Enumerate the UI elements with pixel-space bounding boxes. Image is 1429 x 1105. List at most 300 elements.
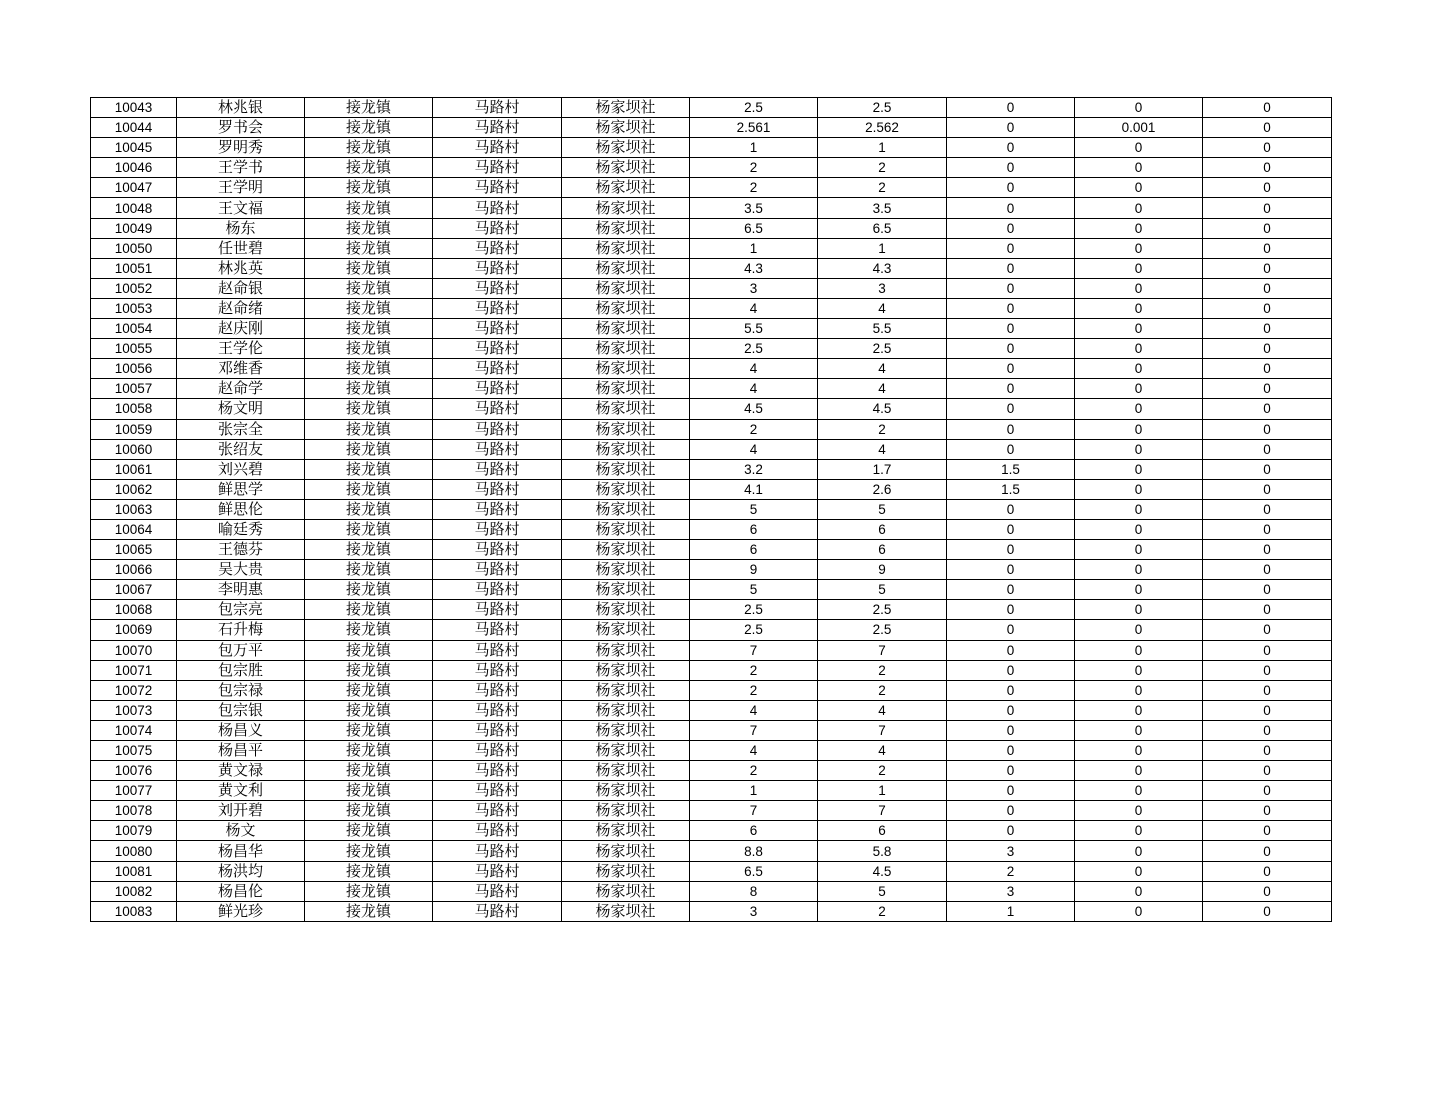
name-cell: 任世碧 xyxy=(177,238,305,258)
value-c-cell: 0 xyxy=(947,379,1075,399)
value-c-cell: 0 xyxy=(947,319,1075,339)
value-d-cell: 0 xyxy=(1075,499,1203,519)
town-cell: 接龙镇 xyxy=(305,459,433,479)
value-e-cell: 0 xyxy=(1203,861,1332,881)
village-cell: 马路村 xyxy=(433,660,562,680)
table-row xyxy=(91,158,1332,178)
town-cell: 接龙镇 xyxy=(305,218,433,238)
name-cell: 赵命银 xyxy=(177,278,305,298)
value-d-cell: 0 xyxy=(1075,258,1203,278)
village-cell: 马路村 xyxy=(433,258,562,278)
value-b-cell: 6.5 xyxy=(818,218,947,238)
id-cell: 10046 xyxy=(91,158,177,178)
town-cell: 接龙镇 xyxy=(305,198,433,218)
table-row xyxy=(91,479,1332,499)
id-cell: 10059 xyxy=(91,419,177,439)
value-d-cell: 0 xyxy=(1075,298,1203,318)
name-cell: 王学明 xyxy=(177,178,305,198)
value-c-cell: 0 xyxy=(947,700,1075,720)
group-cell: 杨家坝社 xyxy=(562,258,690,278)
town-cell: 接龙镇 xyxy=(305,278,433,298)
table-row xyxy=(91,560,1332,580)
table-row xyxy=(91,319,1332,339)
value-c-cell: 0 xyxy=(947,560,1075,580)
village-cell: 马路村 xyxy=(433,439,562,459)
value-a-cell: 2 xyxy=(690,419,818,439)
value-e-cell: 0 xyxy=(1203,399,1332,419)
village-cell: 马路村 xyxy=(433,540,562,560)
group-cell: 杨家坝社 xyxy=(562,379,690,399)
value-b-cell: 3.5 xyxy=(818,198,947,218)
value-a-cell: 1 xyxy=(690,238,818,258)
town-cell: 接龙镇 xyxy=(305,479,433,499)
data-table xyxy=(90,97,1332,922)
group-cell: 杨家坝社 xyxy=(562,881,690,901)
value-e-cell: 0 xyxy=(1203,680,1332,700)
group-cell: 杨家坝社 xyxy=(562,278,690,298)
village-cell: 马路村 xyxy=(433,218,562,238)
value-c-cell: 0 xyxy=(947,158,1075,178)
value-d-cell: 0 xyxy=(1075,379,1203,399)
value-d-cell: 0 xyxy=(1075,741,1203,761)
name-cell: 杨昌华 xyxy=(177,841,305,861)
value-b-cell: 4 xyxy=(818,298,947,318)
value-a-cell: 2.5 xyxy=(690,620,818,640)
town-cell: 接龙镇 xyxy=(305,359,433,379)
value-a-cell: 2.5 xyxy=(690,98,818,118)
table-row xyxy=(91,801,1332,821)
village-cell: 马路村 xyxy=(433,319,562,339)
value-d-cell: 0 xyxy=(1075,821,1203,841)
town-cell: 接龙镇 xyxy=(305,720,433,740)
name-cell: 林兆英 xyxy=(177,258,305,278)
name-cell: 赵庆刚 xyxy=(177,319,305,339)
table-row xyxy=(91,218,1332,238)
value-a-cell: 6 xyxy=(690,821,818,841)
value-d-cell: 0 xyxy=(1075,178,1203,198)
value-b-cell: 6 xyxy=(818,821,947,841)
table-row xyxy=(91,379,1332,399)
value-a-cell: 3.5 xyxy=(690,198,818,218)
id-cell: 10077 xyxy=(91,781,177,801)
table-row xyxy=(91,841,1332,861)
table-row xyxy=(91,258,1332,278)
value-d-cell: 0 xyxy=(1075,560,1203,580)
village-cell: 马路村 xyxy=(433,821,562,841)
value-a-cell: 5.5 xyxy=(690,319,818,339)
village-cell: 马路村 xyxy=(433,198,562,218)
group-cell: 杨家坝社 xyxy=(562,479,690,499)
value-a-cell: 4.3 xyxy=(690,258,818,278)
id-cell: 10066 xyxy=(91,560,177,580)
value-d-cell: 0 xyxy=(1075,680,1203,700)
group-cell: 杨家坝社 xyxy=(562,761,690,781)
value-d-cell: 0 xyxy=(1075,339,1203,359)
town-cell: 接龙镇 xyxy=(305,600,433,620)
name-cell: 罗明秀 xyxy=(177,138,305,158)
name-cell: 王学书 xyxy=(177,158,305,178)
value-a-cell: 8.8 xyxy=(690,841,818,861)
table-row xyxy=(91,439,1332,459)
value-b-cell: 2 xyxy=(818,419,947,439)
table-row xyxy=(91,700,1332,720)
table-row xyxy=(91,359,1332,379)
town-cell: 接龙镇 xyxy=(305,379,433,399)
value-c-cell: 0 xyxy=(947,359,1075,379)
value-e-cell: 0 xyxy=(1203,499,1332,519)
value-b-cell: 2 xyxy=(818,178,947,198)
id-cell: 10054 xyxy=(91,319,177,339)
town-cell: 接龙镇 xyxy=(305,781,433,801)
name-cell: 鲜光珍 xyxy=(177,901,305,921)
id-cell: 10049 xyxy=(91,218,177,238)
value-b-cell: 1 xyxy=(818,238,947,258)
town-cell: 接龙镇 xyxy=(305,519,433,539)
value-d-cell: 0.001 xyxy=(1075,118,1203,138)
group-cell: 杨家坝社 xyxy=(562,399,690,419)
value-b-cell: 7 xyxy=(818,720,947,740)
village-cell: 马路村 xyxy=(433,499,562,519)
value-a-cell: 1 xyxy=(690,781,818,801)
village-cell: 马路村 xyxy=(433,278,562,298)
town-cell: 接龙镇 xyxy=(305,419,433,439)
group-cell: 杨家坝社 xyxy=(562,98,690,118)
group-cell: 杨家坝社 xyxy=(562,801,690,821)
village-cell: 马路村 xyxy=(433,238,562,258)
value-a-cell: 7 xyxy=(690,640,818,660)
value-d-cell: 0 xyxy=(1075,399,1203,419)
value-d-cell: 0 xyxy=(1075,600,1203,620)
village-cell: 马路村 xyxy=(433,178,562,198)
value-a-cell: 2 xyxy=(690,680,818,700)
town-cell: 接龙镇 xyxy=(305,741,433,761)
id-cell: 10047 xyxy=(91,178,177,198)
name-cell: 包宗银 xyxy=(177,700,305,720)
value-a-cell: 3.2 xyxy=(690,459,818,479)
village-cell: 马路村 xyxy=(433,298,562,318)
id-cell: 10079 xyxy=(91,821,177,841)
value-e-cell: 0 xyxy=(1203,238,1332,258)
name-cell: 黄文禄 xyxy=(177,761,305,781)
value-a-cell: 2.561 xyxy=(690,118,818,138)
value-b-cell: 2.6 xyxy=(818,479,947,499)
value-d-cell: 0 xyxy=(1075,218,1203,238)
table-row xyxy=(91,98,1332,118)
value-d-cell: 0 xyxy=(1075,278,1203,298)
name-cell: 鲜思伦 xyxy=(177,499,305,519)
value-c-cell: 3 xyxy=(947,881,1075,901)
village-cell: 马路村 xyxy=(433,580,562,600)
id-cell: 10068 xyxy=(91,600,177,620)
value-d-cell: 0 xyxy=(1075,660,1203,680)
id-cell: 10063 xyxy=(91,499,177,519)
id-cell: 10052 xyxy=(91,278,177,298)
value-e-cell: 0 xyxy=(1203,660,1332,680)
value-b-cell: 2.5 xyxy=(818,600,947,620)
id-cell: 10050 xyxy=(91,238,177,258)
village-cell: 马路村 xyxy=(433,600,562,620)
village-cell: 马路村 xyxy=(433,459,562,479)
name-cell: 包万平 xyxy=(177,640,305,660)
value-d-cell: 0 xyxy=(1075,540,1203,560)
village-cell: 马路村 xyxy=(433,720,562,740)
group-cell: 杨家坝社 xyxy=(562,198,690,218)
id-cell: 10076 xyxy=(91,761,177,781)
value-e-cell: 0 xyxy=(1203,700,1332,720)
id-cell: 10060 xyxy=(91,439,177,459)
name-cell: 赵命学 xyxy=(177,379,305,399)
group-cell: 杨家坝社 xyxy=(562,841,690,861)
table-row xyxy=(91,540,1332,560)
village-cell: 马路村 xyxy=(433,841,562,861)
value-d-cell: 0 xyxy=(1075,620,1203,640)
id-cell: 10075 xyxy=(91,741,177,761)
value-b-cell: 3 xyxy=(818,278,947,298)
value-a-cell: 4 xyxy=(690,298,818,318)
town-cell: 接龙镇 xyxy=(305,439,433,459)
value-d-cell: 0 xyxy=(1075,198,1203,218)
value-e-cell: 0 xyxy=(1203,459,1332,479)
name-cell: 鲜思学 xyxy=(177,479,305,499)
value-c-cell: 0 xyxy=(947,761,1075,781)
table-body xyxy=(91,98,1332,922)
town-cell: 接龙镇 xyxy=(305,158,433,178)
table-row xyxy=(91,399,1332,419)
value-b-cell: 9 xyxy=(818,560,947,580)
group-cell: 杨家坝社 xyxy=(562,821,690,841)
table-row xyxy=(91,238,1332,258)
value-e-cell: 0 xyxy=(1203,741,1332,761)
table-row xyxy=(91,178,1332,198)
village-cell: 马路村 xyxy=(433,881,562,901)
name-cell: 杨昌伦 xyxy=(177,881,305,901)
name-cell: 杨东 xyxy=(177,218,305,238)
value-c-cell: 0 xyxy=(947,660,1075,680)
name-cell: 杨洪均 xyxy=(177,861,305,881)
value-c-cell: 0 xyxy=(947,419,1075,439)
value-e-cell: 0 xyxy=(1203,178,1332,198)
value-c-cell: 1.5 xyxy=(947,479,1075,499)
name-cell: 刘兴碧 xyxy=(177,459,305,479)
village-cell: 马路村 xyxy=(433,138,562,158)
id-cell: 10045 xyxy=(91,138,177,158)
id-cell: 10058 xyxy=(91,399,177,419)
value-d-cell: 0 xyxy=(1075,640,1203,660)
village-cell: 马路村 xyxy=(433,781,562,801)
value-c-cell: 2 xyxy=(947,861,1075,881)
table-row xyxy=(91,741,1332,761)
village-cell: 马路村 xyxy=(433,359,562,379)
value-a-cell: 4 xyxy=(690,359,818,379)
name-cell: 杨文明 xyxy=(177,399,305,419)
value-d-cell: 0 xyxy=(1075,479,1203,499)
id-cell: 10071 xyxy=(91,660,177,680)
value-c-cell: 0 xyxy=(947,278,1075,298)
value-b-cell: 4.5 xyxy=(818,399,947,419)
value-a-cell: 2 xyxy=(690,761,818,781)
value-b-cell: 1 xyxy=(818,138,947,158)
value-e-cell: 0 xyxy=(1203,781,1332,801)
group-cell: 杨家坝社 xyxy=(562,861,690,881)
value-c-cell: 0 xyxy=(947,298,1075,318)
village-cell: 马路村 xyxy=(433,801,562,821)
value-c-cell: 0 xyxy=(947,118,1075,138)
value-a-cell: 9 xyxy=(690,560,818,580)
value-d-cell: 0 xyxy=(1075,238,1203,258)
table-row xyxy=(91,419,1332,439)
group-cell: 杨家坝社 xyxy=(562,540,690,560)
town-cell: 接龙镇 xyxy=(305,801,433,821)
id-cell: 10082 xyxy=(91,881,177,901)
value-c-cell: 0 xyxy=(947,399,1075,419)
value-e-cell: 0 xyxy=(1203,640,1332,660)
value-b-cell: 5.5 xyxy=(818,319,947,339)
value-b-cell: 5.8 xyxy=(818,841,947,861)
value-b-cell: 2 xyxy=(818,158,947,178)
value-c-cell: 0 xyxy=(947,439,1075,459)
town-cell: 接龙镇 xyxy=(305,238,433,258)
group-cell: 杨家坝社 xyxy=(562,419,690,439)
id-cell: 10070 xyxy=(91,640,177,660)
table-row xyxy=(91,499,1332,519)
value-e-cell: 0 xyxy=(1203,761,1332,781)
id-cell: 10072 xyxy=(91,680,177,700)
table-row xyxy=(91,339,1332,359)
id-cell: 10056 xyxy=(91,359,177,379)
group-cell: 杨家坝社 xyxy=(562,519,690,539)
value-d-cell: 0 xyxy=(1075,439,1203,459)
town-cell: 接龙镇 xyxy=(305,178,433,198)
value-a-cell: 4 xyxy=(690,700,818,720)
village-cell: 马路村 xyxy=(433,560,562,580)
group-cell: 杨家坝社 xyxy=(562,439,690,459)
value-e-cell: 0 xyxy=(1203,479,1332,499)
value-a-cell: 4.5 xyxy=(690,399,818,419)
value-b-cell: 4 xyxy=(818,379,947,399)
value-d-cell: 0 xyxy=(1075,580,1203,600)
value-d-cell: 0 xyxy=(1075,419,1203,439)
value-e-cell: 0 xyxy=(1203,359,1332,379)
town-cell: 接龙镇 xyxy=(305,560,433,580)
town-cell: 接龙镇 xyxy=(305,700,433,720)
table-row xyxy=(91,660,1332,680)
town-cell: 接龙镇 xyxy=(305,620,433,640)
value-c-cell: 0 xyxy=(947,238,1075,258)
value-b-cell: 5 xyxy=(818,499,947,519)
table-row xyxy=(91,901,1332,921)
name-cell: 杨昌平 xyxy=(177,741,305,761)
village-cell: 马路村 xyxy=(433,399,562,419)
table-row xyxy=(91,600,1332,620)
value-b-cell: 6 xyxy=(818,540,947,560)
value-d-cell: 0 xyxy=(1075,841,1203,861)
value-d-cell: 0 xyxy=(1075,901,1203,921)
town-cell: 接龙镇 xyxy=(305,98,433,118)
id-cell: 10057 xyxy=(91,379,177,399)
value-d-cell: 0 xyxy=(1075,881,1203,901)
group-cell: 杨家坝社 xyxy=(562,660,690,680)
group-cell: 杨家坝社 xyxy=(562,298,690,318)
value-c-cell: 0 xyxy=(947,680,1075,700)
group-cell: 杨家坝社 xyxy=(562,359,690,379)
value-c-cell: 1.5 xyxy=(947,459,1075,479)
value-c-cell: 0 xyxy=(947,499,1075,519)
name-cell: 喻廷秀 xyxy=(177,519,305,539)
value-e-cell: 0 xyxy=(1203,319,1332,339)
value-c-cell: 0 xyxy=(947,218,1075,238)
name-cell: 包宗禄 xyxy=(177,680,305,700)
value-e-cell: 0 xyxy=(1203,560,1332,580)
village-cell: 马路村 xyxy=(433,700,562,720)
group-cell: 杨家坝社 xyxy=(562,700,690,720)
value-d-cell: 0 xyxy=(1075,359,1203,379)
group-cell: 杨家坝社 xyxy=(562,600,690,620)
id-cell: 10064 xyxy=(91,519,177,539)
value-b-cell: 4 xyxy=(818,700,947,720)
group-cell: 杨家坝社 xyxy=(562,319,690,339)
value-e-cell: 0 xyxy=(1203,218,1332,238)
table-row xyxy=(91,298,1332,318)
table-row xyxy=(91,278,1332,298)
value-e-cell: 0 xyxy=(1203,841,1332,861)
id-cell: 10073 xyxy=(91,700,177,720)
village-cell: 马路村 xyxy=(433,640,562,660)
value-a-cell: 6.5 xyxy=(690,218,818,238)
value-a-cell: 2 xyxy=(690,158,818,178)
group-cell: 杨家坝社 xyxy=(562,560,690,580)
town-cell: 接龙镇 xyxy=(305,258,433,278)
value-c-cell: 0 xyxy=(947,720,1075,740)
name-cell: 包宗亮 xyxy=(177,600,305,620)
name-cell: 王德芬 xyxy=(177,540,305,560)
table-row xyxy=(91,620,1332,640)
town-cell: 接龙镇 xyxy=(305,339,433,359)
id-cell: 10074 xyxy=(91,720,177,740)
table-row xyxy=(91,118,1332,138)
id-cell: 10069 xyxy=(91,620,177,640)
table-row xyxy=(91,881,1332,901)
town-cell: 接龙镇 xyxy=(305,298,433,318)
town-cell: 接龙镇 xyxy=(305,861,433,881)
village-cell: 马路村 xyxy=(433,419,562,439)
value-d-cell: 0 xyxy=(1075,700,1203,720)
value-a-cell: 1 xyxy=(690,138,818,158)
value-b-cell: 4 xyxy=(818,439,947,459)
name-cell: 邓维香 xyxy=(177,359,305,379)
value-a-cell: 6 xyxy=(690,540,818,560)
value-b-cell: 7 xyxy=(818,801,947,821)
value-c-cell: 0 xyxy=(947,178,1075,198)
value-d-cell: 0 xyxy=(1075,319,1203,339)
group-cell: 杨家坝社 xyxy=(562,580,690,600)
group-cell: 杨家坝社 xyxy=(562,158,690,178)
table-row xyxy=(91,138,1332,158)
value-c-cell: 0 xyxy=(947,781,1075,801)
value-b-cell: 1.7 xyxy=(818,459,947,479)
town-cell: 接龙镇 xyxy=(305,640,433,660)
id-cell: 10078 xyxy=(91,801,177,821)
name-cell: 张绍友 xyxy=(177,439,305,459)
value-a-cell: 8 xyxy=(690,881,818,901)
group-cell: 杨家坝社 xyxy=(562,218,690,238)
town-cell: 接龙镇 xyxy=(305,319,433,339)
value-e-cell: 0 xyxy=(1203,339,1332,359)
village-cell: 马路村 xyxy=(433,901,562,921)
value-c-cell: 0 xyxy=(947,98,1075,118)
group-cell: 杨家坝社 xyxy=(562,640,690,660)
value-c-cell: 1 xyxy=(947,901,1075,921)
document-page xyxy=(90,97,1331,922)
